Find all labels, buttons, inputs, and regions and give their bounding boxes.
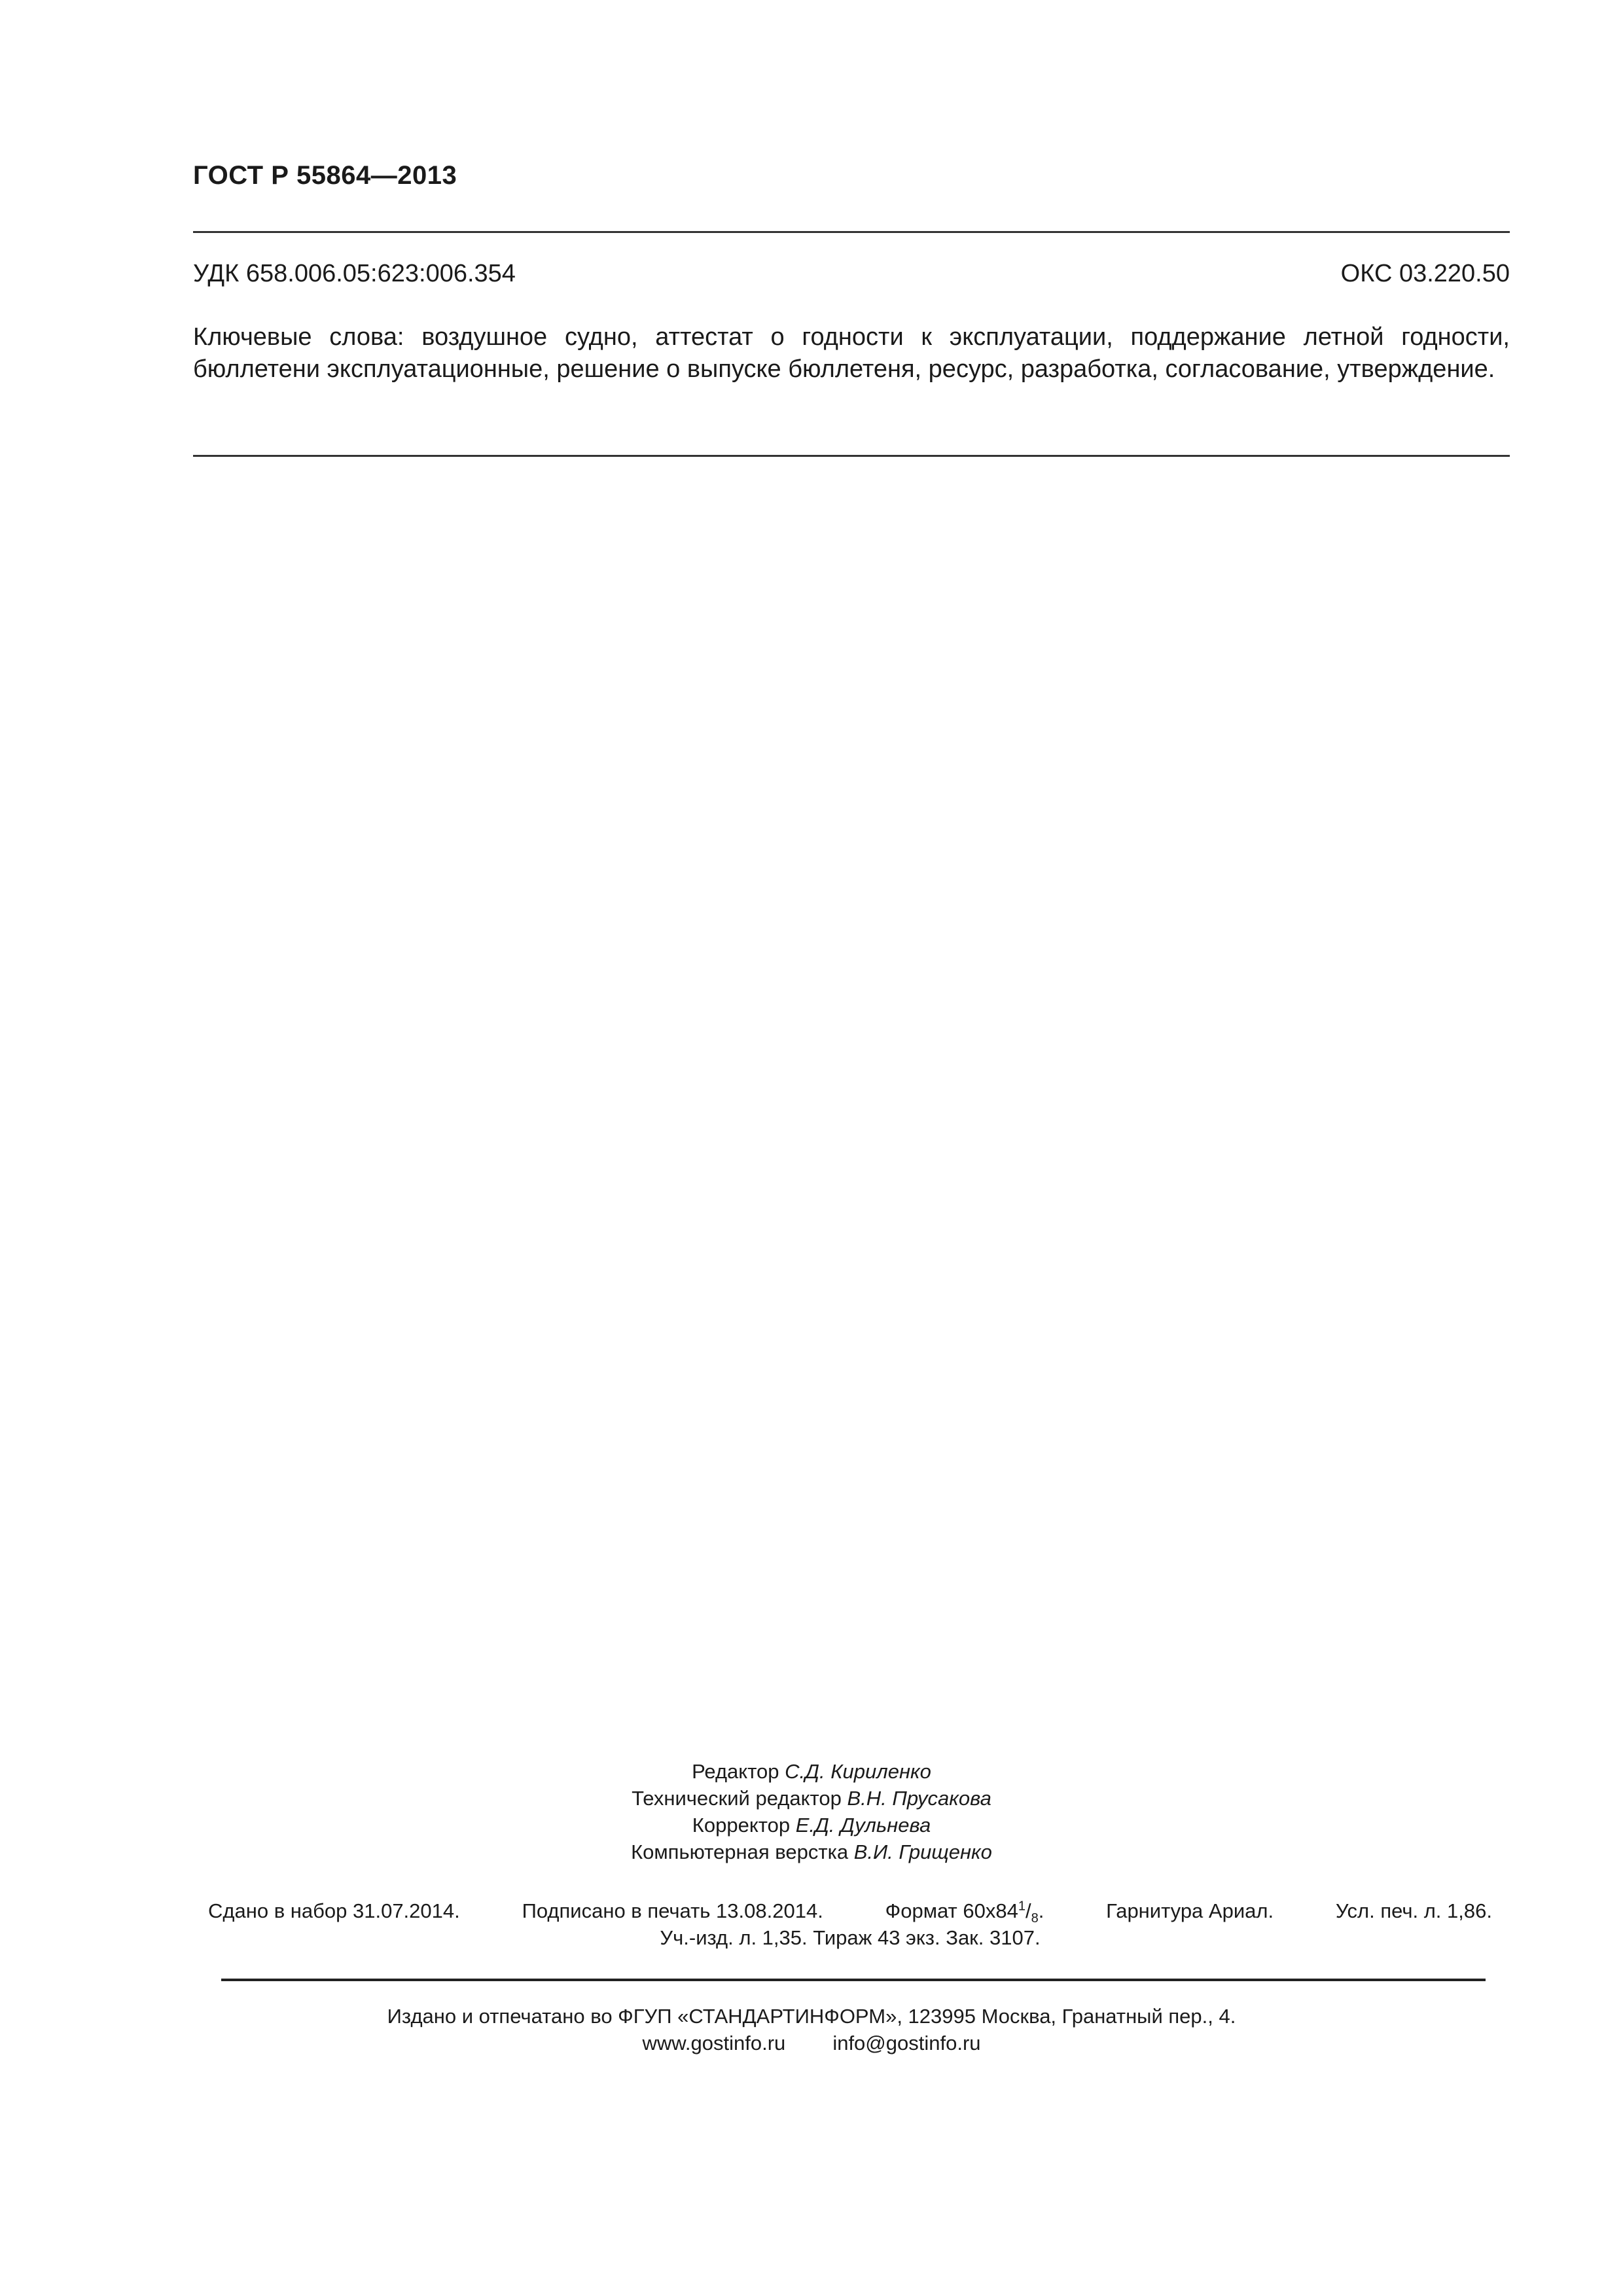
imprint-divider	[221, 1979, 1486, 1981]
publisher-email-link[interactable]: info@gostinfo.ru	[832, 2032, 981, 2054]
udk-code: УДК 658.006.05:623:006.354	[193, 260, 516, 287]
credit-line	[0, 1785, 1623, 1812]
credit-role: Компьютерная верстка	[631, 1840, 849, 1863]
credit-name: В.Н. Прусакова	[847, 1787, 991, 1810]
credit-role: Технический редактор	[632, 1787, 842, 1810]
credit-name: В.И. Грищенко	[853, 1840, 992, 1863]
credit-name: Е.Д. Дульнева	[795, 1814, 931, 1837]
credit-role: Редактор	[692, 1760, 779, 1783]
print-info-row: Уч.-изд. л. 1,35. Тираж 43 экз. Зак. 3107.	[660, 1926, 1041, 1949]
header-divider	[193, 231, 1510, 233]
paper-format	[885, 1897, 1044, 1924]
format-suffix: .	[1038, 1899, 1044, 1922]
print-info-row	[208, 1897, 1492, 1924]
keywords-divider	[193, 455, 1510, 457]
format-slash: /	[1025, 1899, 1031, 1922]
standard-header: ГОСТ Р 55864—2013	[193, 161, 457, 190]
publisher-contacts	[0, 2030, 1623, 2056]
signed-date: Подписано в печать 13.08.2014.	[522, 1899, 823, 1922]
credit-line	[0, 1758, 1623, 1785]
credit-name: С.Д. Кириленко	[785, 1760, 931, 1783]
format-prefix: Формат 60x84	[885, 1899, 1018, 1922]
oks-code: ОКС 03.220.50	[1340, 260, 1510, 287]
format-numerator: 1	[1018, 1899, 1026, 1914]
submitted-date: Сдано в набор 31.07.2014.	[208, 1899, 460, 1922]
typeface: Гарнитура Ариал.	[1106, 1899, 1274, 1922]
format-denominator: 8	[1031, 1911, 1039, 1926]
print-sheets: Усл. печ. л. 1,86.	[1335, 1899, 1492, 1922]
editorial-credits	[0, 1758, 1623, 1865]
credit-role: Корректор	[692, 1814, 791, 1837]
credit-line	[0, 1812, 1623, 1839]
publisher-address: Издано и отпечатано во ФГУП «СТАНДАРТИНФОРМ», 123995 Москва, Гранатный пер., 4.	[387, 2005, 1236, 2028]
keywords-paragraph: Ключевые слова: воздушное судно, аттестат о годности к эксплуатации, поддержание летной годности, бюллетени эксплуатационные, решение о выпуске бюллетеня, ресурс, разработка, согласование, утверждение.	[193, 323, 1510, 383]
credit-line	[0, 1839, 1623, 1865]
print-info	[208, 1897, 1492, 1951]
publisher-website-link[interactable]: www.gostinfo.ru	[642, 2032, 786, 2054]
publisher-info	[0, 2003, 1623, 2056]
